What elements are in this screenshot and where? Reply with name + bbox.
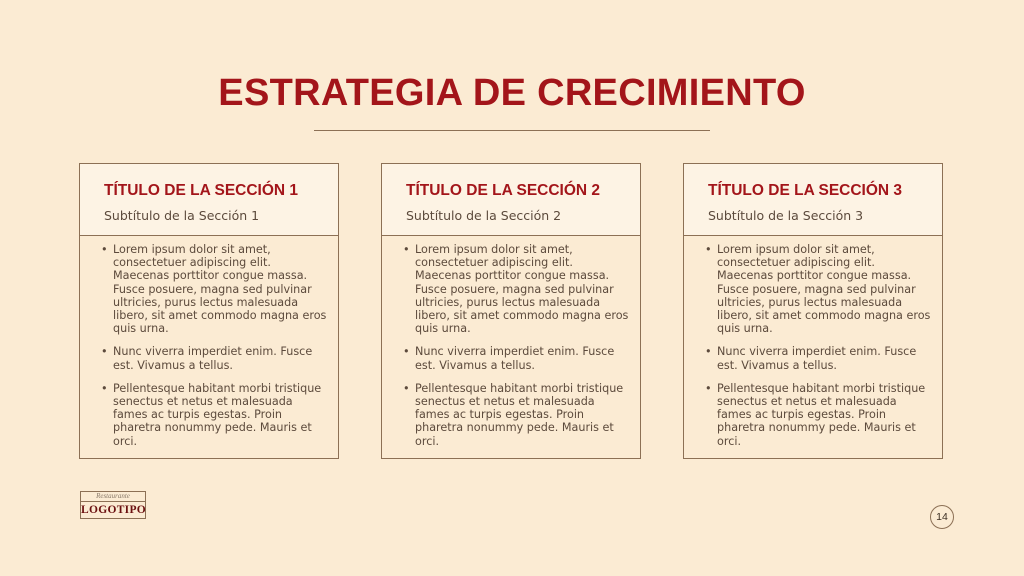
- title-divider: [314, 130, 710, 131]
- bullet-item: • Pellentesque habitant morbi tristique senectus et netus et malesuada fames ac turpis egestas. Proin pharetra nonummy pede. Mauris et orci.: [403, 382, 630, 448]
- bullet-item: • Pellentesque habitant morbi tristique senectus et netus et malesuada fames ac turpis egestas. Proin pharetra nonummy pede. Mauris et orci.: [101, 382, 328, 448]
- section-subtitle: Subtítulo de la Sección 1: [104, 208, 260, 223]
- bullet-list: [101, 243, 328, 448]
- section-card-body: [382, 236, 640, 448]
- bullet-item: • Lorem ipsum dolor sit amet, consectetuer adipiscing elit. Maecenas porttitor congue massa. Fusce posuere, magna sed pulvinar ultricies, purus lectus malesuada libero, sit amet commodo magna eros quis urna.: [705, 243, 932, 335]
- section-title: TÍTULO DE LA SECCIÓN 3: [708, 182, 903, 199]
- section-card-header: [684, 164, 942, 236]
- section-title: TÍTULO DE LA SECCIÓN 1: [104, 182, 299, 199]
- section-card-body: [80, 236, 338, 448]
- bullet-item: • Nunc viverra imperdiet enim. Fusce est. Vivamus a tellus.: [705, 345, 932, 371]
- bullet-list: [403, 243, 630, 448]
- section-card-body: [684, 236, 942, 448]
- section-card-3: [683, 163, 943, 459]
- bullet-item: • Lorem ipsum dolor sit amet, consectetuer adipiscing elit. Maecenas porttitor congue massa. Fusce posuere, magna sed pulvinar ultricies, purus lectus malesuada libero, sit amet commodo magna eros quis urna.: [101, 243, 328, 335]
- logo-name: LOGOTIPO: [81, 504, 147, 516]
- logo-tagline: Restaurante: [81, 492, 145, 502]
- section-card-1: [79, 163, 339, 459]
- bullet-item: • Pellentesque habitant morbi tristique senectus et netus et malesuada fames ac turpis egestas. Proin pharetra nonummy pede. Mauris et orci.: [705, 382, 932, 448]
- bullet-item: • Nunc viverra imperdiet enim. Fusce est. Vivamus a tellus.: [101, 345, 328, 371]
- page-number: 14: [930, 505, 954, 529]
- section-subtitle: Subtítulo de la Sección 2: [406, 208, 562, 223]
- section-card-header: [80, 164, 338, 236]
- bullet-list: [705, 243, 932, 448]
- section-card-2: [381, 163, 641, 459]
- restaurant-logo: [80, 491, 146, 519]
- section-card-header: [382, 164, 640, 236]
- section-title: TÍTULO DE LA SECCIÓN 2: [406, 182, 601, 199]
- slide-title: ESTRATEGIA DE CRECIMIENTO: [218, 72, 806, 114]
- section-subtitle: Subtítulo de la Sección 3: [708, 208, 864, 223]
- bullet-item: • Nunc viverra imperdiet enim. Fusce est. Vivamus a tellus.: [403, 345, 630, 371]
- bullet-item: • Lorem ipsum dolor sit amet, consectetuer adipiscing elit. Maecenas porttitor congue massa. Fusce posuere, magna sed pulvinar ultricies, purus lectus malesuada libero, sit amet commodo magna eros quis urna.: [403, 243, 630, 335]
